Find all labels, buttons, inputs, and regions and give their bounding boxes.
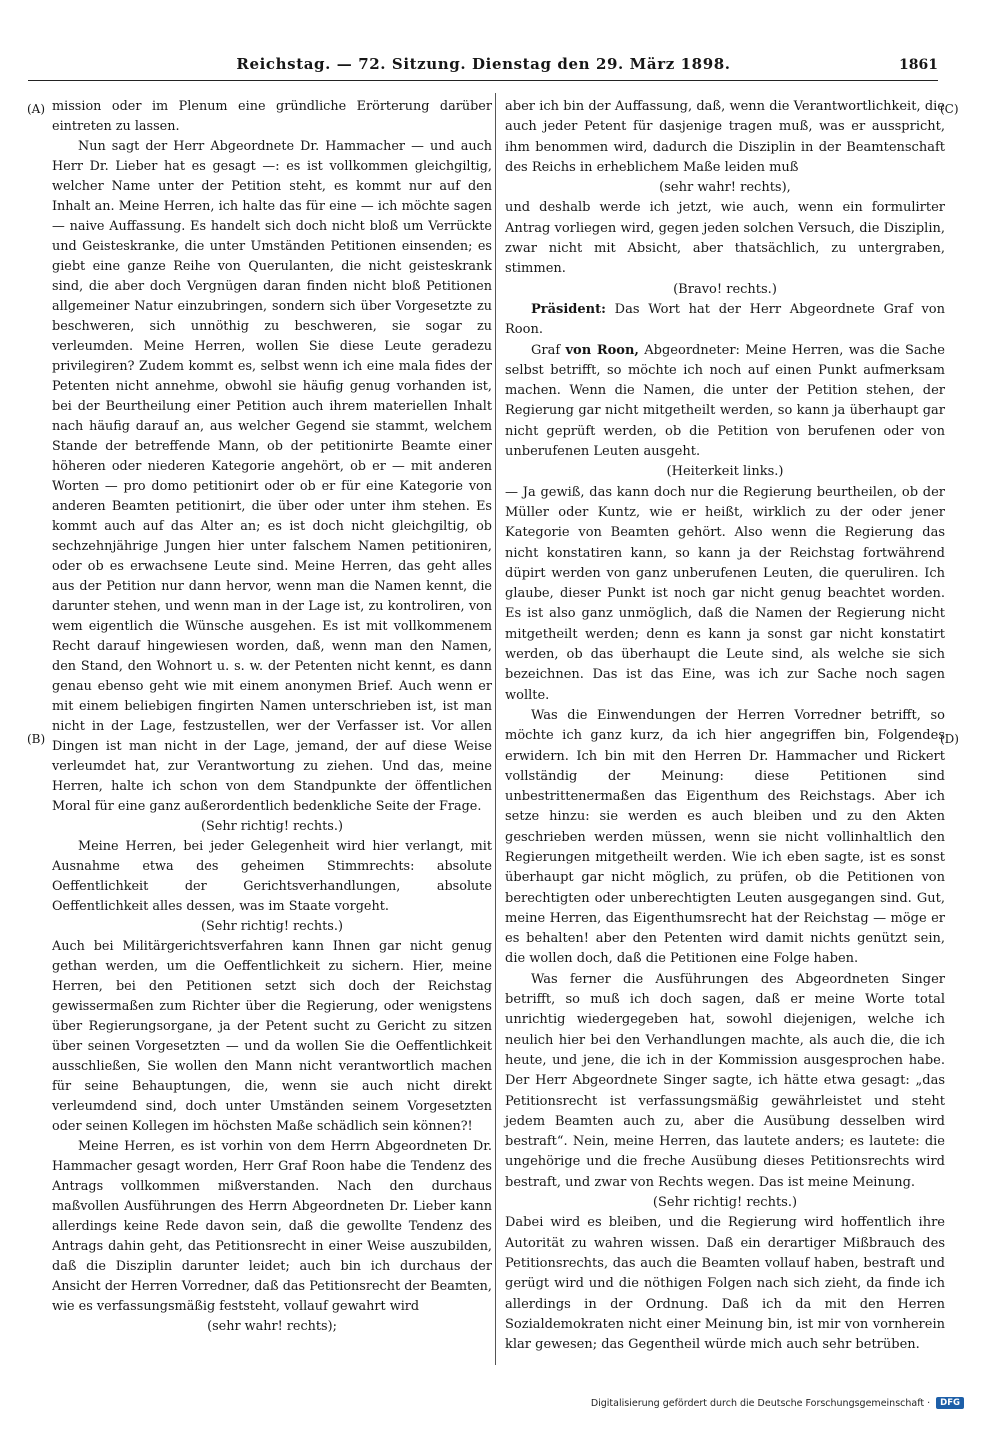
page-header	[28, 50, 938, 81]
credit-text: Digitalisierung gefördert durch die Deutsche Forschungsgemeinschaft ·	[590, 1397, 931, 1409]
paragraph: Was ferner die Ausführungen des Abgeordneten Singer betrifft, so muß ich doch sagen, daß er meine Worte total unrichtig wiedergegeben hat, sowohl diejenigen, welche ich neulich hier bei den Verhandlungen machte, als auch die, die ich heute, und jene, die ich in der Kommission ausgesprochen habe. Der Herr Abgeordnete Singer sagte, ich hätte etwa gesagt: „das Petitionsrecht ist verfassungsmäßig gewährleistet und steht jedem Beamten auch zu, aber die Ausübung desselben wird bestraft“. Nein, meine Herren, das lautete anders; es lautete: die ungehörige und die freche Ausübung dieses Petitionsrechts wird bestraft, und zwar von Rechts wegen. Das ist meine Meinung.	[505, 971, 945, 1190]
paragraph: Meine Herren, es ist vorhin von dem Herrn Abgeordneten Dr. Hammacher gesagt worden, Herr Graf Roon habe die Tendenz des Antrags vollkommen mißverstanden. Nach den durchaus maßvollen Ausführungen des Herrn Abgeordneten Dr. Lieber kann allerdings keine Rede davon sein, daß die gewollte Tendenz des Antrags dahin geht, das Petitionsrecht in einer Weise auszubilden, daß die Disziplin darunter leidet; auch bin ich durchaus der Ansicht der Herren Vorredner, daß das Petitionsrecht der Beamten, wie es verfassungsmäßig feststeht, vollauf gewahrt wird	[52, 1139, 492, 1314]
speaker-label: Präsident:	[531, 301, 606, 317]
speaker-name: von Roon,	[565, 342, 639, 358]
paragraph: Dabei wird es bleiben, und die Regierung wird hoffentlich ihre Autorität zu wahren wissen. Daß ein derartiger Mißbrauch des Petitionsrechts, das auch die Beamten vollauf haben, bestraft und gerügt wird und die nöthigen Folgen nach sich zieht, da finde ich allerdings in der Ordnung. Daß ich da mit den Herren Sozialdemokraten nicht einer Meinung bin, ist mir von vornherein klar gewesen; das Gegentheil würde mich auch sehr betrüben.	[505, 1215, 945, 1353]
paragraph: Nun sagt der Herr Abgeordnete Dr. Hammacher — und auch Herr Dr. Lieber hat es gesagt —: es ist vollkommen gleichgiltig, welcher Name unter der Petition steht, es kommt nur auf den Inhalt an. Meine Herren, ich halte das für eine — ich möchte sagen — naive Auffassung. Es handelt sich doch nicht bloß um Verrückte und Geisteskranke, die unter Umständen Petitionen einsenden; es giebt eine ganze Reihe von Querulanten, die nicht geisteskrank sind, die aber doch Vergnügen daran finden nicht bloß Petitionen allgemeiner Natur einzubringen, sondern sich über Vorgesetzte zu beschweren, sich unnöthig zu beschweren, sie sogar zu verleumden. Meine Herren, wollen Sie diese Leute geradezu privilegiren? Zudem kommt es, selbst wenn ich eine mala fides der Petenten nicht annehme, obwohl sie häufig genug vorhanden ist, bei der Beurtheilung einer Petition auch ihrem materiellen Inhalt nach häufig darauf an, aus welcher Gegend sie stammt, welchem Stande der betreffende Mann, ob der petitionirte Beamte einer höheren oder niederen Kategorie angehört, ob er — mit anderen Worten — pro domo petitionirt oder ob er für eine Kategorie von anderen Beamten petitionirt, die über oder unter ihm stehen. Es kommt auch auf das Alter an; es ist doch nicht gleichgiltig, ob sechzehnjährige Jungen hier unter falschem Namen petitioniren, oder ob es erwachsene Leute sind. Meine Herren, das geht alles aus der Petition nur dann hervor, wenn man die Namen kennt, die darunter stehen, und wenn man in der Lage ist, zu kontroliren, von wem eigentlich die Wünsche ausgehen. Es ist mit vollkommenem Recht darauf hingewiesen worden, daß, wenn man den Namen, den Stand, den Wohnort u. s. w. der Petenten nicht kennt, es dann genau ebenso geht wie mit einem anonymen Brief. Auch wenn er mit einem beliebigen fingirten Namen unterschrieben ist, ist man nicht in der Lage, festzustellen, wer der Verfasser ist. Vor allen Dingen ist man nicht in der Lage, jemand, der auf diese Weise verleumdet hat, zur Verantwortung zu ziehen. Und das, meine Herren, halte ich schon von dem Standpunkte der öffentlichen Moral für eine ganz außerordentlich bedenkliche Seite der Frage.	[52, 139, 492, 814]
interjection: (sehr wahr! rechts),	[659, 180, 791, 196]
interjection: (Bravo! rechts.)	[673, 281, 777, 297]
interjection: (Sehr richtig! rechts.)	[201, 919, 343, 934]
column-divider	[495, 93, 496, 1365]
margin-marker-d: (D)	[940, 732, 959, 746]
left-column	[52, 97, 492, 1337]
speech-text: Abgeordneter: Meine Herren, was die Sache selbst betrifft, so möchte ich noch auf einen Punkt aufmerksam machen. Wenn die Namen, die unter der Petition stehen, der Regierung gar nicht mitgetheilt werden, so kann ja überhaupt gar nicht geprüft werden, ob die Petition von berufenen oder von unberufenen Leuten ausgeht.	[505, 342, 946, 460]
running-title: Reichstag. — 72. Sitzung. Dienstag den 29. März 1898.	[236, 55, 731, 73]
interjection: (Heiterkeit links.)	[666, 464, 784, 480]
paragraph: aber ich bin der Auffassung, daß, wenn die Verantwortlichkeit, die auch jeder Petent für dasjenige tragen muß, was er ausspricht, ihm benommen wird, dadurch die Disziplin in der Beamtenschaft des Reichs in erheblichem Maße leiden muß	[505, 99, 945, 175]
paragraph: Auch bei Militärgerichtsverfahren kann Ihnen gar nicht genug gethan werden, um die Oeffentlichkeit zu sichern. Hier, meine Herren, bei den Petitionen setzt sich doch der Reichstag gewissermaßen zum Richter über die Regierung, oder wenigstens über Regierungsorgane, ja der Petent sucht zu Gericht zu sitzen über seinen Vorgesetzten — und da wollen Sie die Oeffentlichkeit ausschließen, Sie wollen den Mann nicht verantwortlich machen für seine Behauptungen, die, wenn sie auch nicht direkt verleumdend sind, doch unter Umständen seinem Vorgesetzten oder seinen Kollegen im höchsten Maße schädlich sein können?!	[52, 939, 492, 1134]
speaker-prefix: Graf	[531, 342, 561, 358]
page-number: 1861	[899, 57, 938, 73]
president-remark	[505, 300, 945, 341]
paragraph: Was die Einwendungen der Herren Vorredner betrifft, so möchte ich ganz kurz, da ich hier angegriffen bin, Folgendes erwidern. Ich bin mit den Herren Dr. Hammacher und Rickert vollständig der Meinung: diese Petitionen sind unbestrittenermaßen das Eigenthum des Reichstags. Aber ich setze hinzu: sie werden es auch bleiben und zu den Akten geschrieben werden müssen, wenn sie nicht vollinhaltlich den Regierungen mitgetheilt werden. Wie ich eben sagte, ist es sonst überhaupt gar nicht möglich, zu prüfen, ob die Petitionen von berechtigten oder unberechtigten Leuten ausgegangen sind. Gut, meine Herren, das Eigenthumsrecht hat der Reichstag — möge er es behalten! aber den Petenten wird damit nichts genützt sein, die wollen doch, daß die Petitionen eine Folge haben.	[505, 707, 945, 967]
dfg-logo: DFG	[936, 1397, 964, 1409]
paragraph: mission oder im Plenum eine gründliche Erörterung darüber eintreten zu lassen.	[52, 99, 492, 134]
margin-marker-a: (A)	[27, 102, 46, 116]
paragraph: Meine Herren, bei jeder Gelegenheit wird hier verlangt, mit Ausnahme etwa des geheimen Stimmrechts: absolute Oeffentlichkeit der Gerichtsverhandlungen, absolute Oeffentlichkeit alles dessen, was im Staate vorgeht.	[52, 839, 492, 914]
margin-marker-b: (B)	[27, 732, 46, 746]
interjection: (Sehr richtig! rechts.)	[201, 819, 343, 834]
interjection: (Sehr richtig! rechts.)	[652, 1195, 798, 1211]
roon-speech	[505, 341, 945, 463]
digitization-credit	[591, 1397, 964, 1409]
interjection: (sehr wahr! rechts);	[207, 1319, 337, 1334]
paragraph: und deshalb werde ich jetzt, wie auch, wenn ein formulirter Antrag vorliegen wird, gegen jeden solchen Versuch, die Disziplin, zwar nicht mit Absicht, aber thatsächlich, zu untergraben, stimmen.	[505, 200, 945, 277]
right-column	[505, 97, 945, 1355]
margin-marker-c: (C)	[940, 102, 959, 116]
speaker-text: Das Wort hat der Herr Abgeordnete Graf von Roon.	[505, 301, 946, 338]
paragraph: — Ja gewiß, das kann doch nur die Regierung beurtheilen, ob der Müller oder Kuntz, wie er heißt, wirklich zu der oder jener Kategorie von Beamten gehört. Also wenn die Regierung das nicht konstatiren kann, so kann ja der Reichstag fortwährend düpirt werden von ganz unberufenen Leuten, die queruliren. Ich glaube, dieser Punkt ist noch gar nicht genug beachtet worden. Es ist also ganz unmöglich, daß die Namen der Regierung nicht mitgetheilt werden; denn es kann ja sonst gar nicht konstatirt werden, ob das überhaupt die Leute sind, als welche sie sich bezeichnen. Das ist das Eine, was ich zur Sache noch sagen wollte.	[505, 484, 945, 703]
